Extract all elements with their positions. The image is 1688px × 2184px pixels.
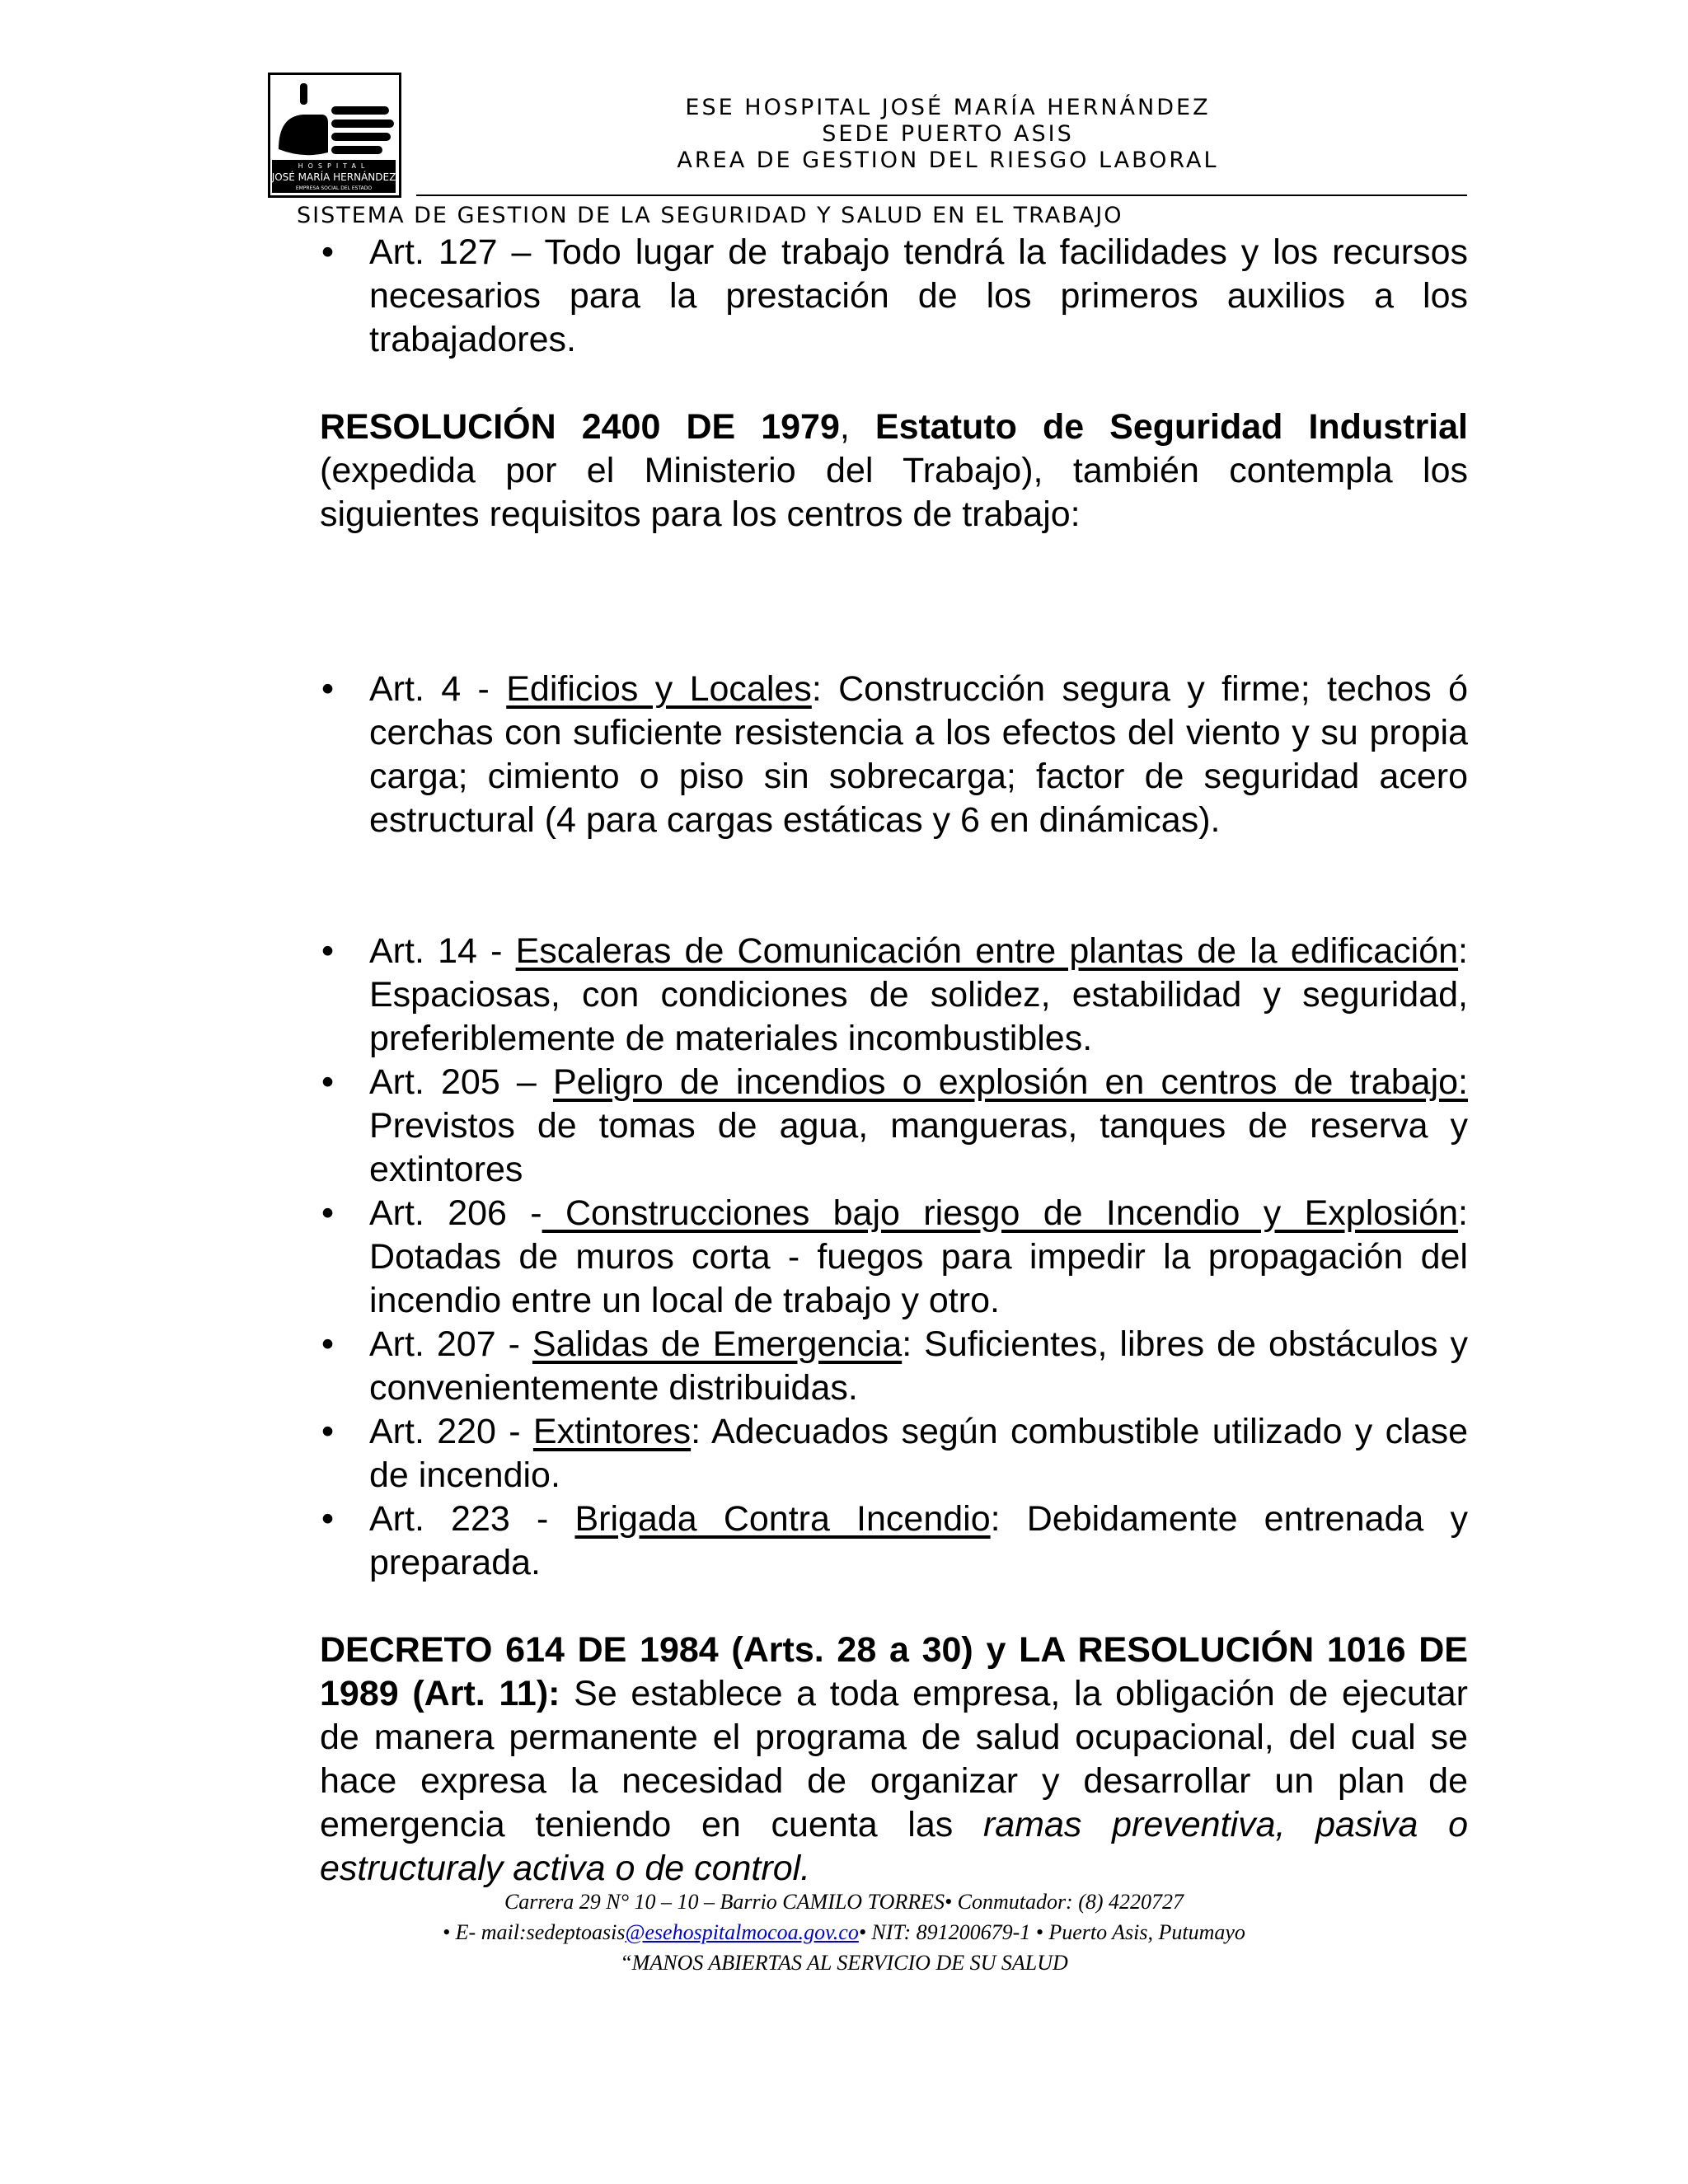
art-prefix: Art. 205 – — [369, 1062, 553, 1102]
art-prefix: Art. 220 - — [369, 1412, 533, 1451]
decreto-italic: ramas preventiva, pasiva o estructuraly activa o de control. — [320, 1805, 1468, 1888]
hospital-logo — [268, 73, 401, 198]
statute-title: Estatuto de Seguridad Industrial — [874, 407, 1468, 447]
resolution-title: RESOLUCIÓN 2400 DE 1979 — [320, 407, 840, 447]
footer-slogan: “MANOS ABIERTAS AL SERVICIO DE SU SALUD — [620, 1951, 1068, 1975]
bullet-icon: • — [321, 232, 335, 272]
art-title: Escaleras de Comunicación entre plantas de la edificación — [515, 931, 1459, 971]
decreto-title: DECRETO 614 DE 1984 (Arts. 28 a 30) y LA RESOLUCIÓN 1016 DE 1989 (Art. 11): — [320, 1630, 1468, 1713]
logo-name: JOSÉ MARÍA HERNÁNDEZ — [271, 171, 396, 183]
header-line-3: AREA DE GESTION DEL RIESGO LABORAL — [677, 148, 1219, 173]
email-link[interactable]: @esehospitalmocoa.gov.co — [625, 1920, 859, 1944]
art-text: : Adecuados según combustible utilizado y clase de incendio. — [369, 1412, 1468, 1495]
document-body — [320, 231, 1468, 1891]
art-title: Construcciones bajo riesgo de Incendio y Explosión — [542, 1193, 1459, 1233]
art-prefix: Art. 223 - — [369, 1499, 575, 1539]
art-title: Edificios y Locales — [506, 669, 812, 709]
decreto-paragraph — [320, 1629, 1468, 1891]
art-title: Salidas de Emergencia — [532, 1324, 903, 1364]
art-text: Previstos de tomas de agua, mangueras, tanques de reserva y extintores — [369, 1106, 1468, 1189]
bullet-icon: • — [321, 1324, 335, 1364]
art-title: Peligro de incendios o explosión en centros de trabajo: — [552, 1062, 1468, 1102]
art-text: : Espaciosas, con condiciones de solidez, estabilidad y seguridad, preferiblemente de materiales incombustibles. — [369, 931, 1468, 1058]
bullet-icon: • — [321, 1412, 335, 1451]
bullet-icon: • — [321, 1499, 335, 1539]
list-item — [320, 1192, 1468, 1323]
list-item — [320, 1410, 1468, 1497]
logo-subtitle: EMPRESA SOCIAL DEL ESTADO — [295, 185, 373, 191]
header-line-1: ESE HOSPITAL JOSÉ MARÍA HERNÁNDEZ — [685, 95, 1211, 120]
header-line-2: SEDE PUERTO ASIS — [822, 121, 1074, 147]
art-title: Brigada Contra Incendio — [574, 1499, 991, 1539]
bullet-icon: • — [321, 1062, 335, 1102]
art-prefix: Art. 206 - — [369, 1193, 542, 1233]
art-text: : Dotadas de muros corta - fuegos para impedir la propagación del incendio entre un local de trabajo y otro. — [369, 1193, 1468, 1320]
system-title: SISTEMA DE GESTION DE LA SEGURIDAD Y SALUD EN EL TRABAJO — [297, 203, 1123, 228]
footer-nit: • NIT: 891200679-1 • Puerto Asis, Putumayo — [858, 1920, 1245, 1944]
art-127-text: Art. 127 – Todo lugar de trabajo tendrá la facilidades y los recursos necesarios para la prestación de los primeros auxilios a los trabajadores. — [369, 232, 1468, 359]
list-item — [320, 1061, 1468, 1192]
hands-logo-icon — [270, 75, 399, 195]
art-prefix: Art. 14 - — [369, 931, 516, 971]
art-text: : Suficientes, libres de obstáculos y convenientemente distribuidas. — [369, 1324, 1469, 1408]
list-item — [320, 231, 1468, 362]
art-prefix: Art. 4 - — [369, 669, 507, 709]
bullet-icon: • — [321, 931, 335, 971]
bullet-icon: • — [321, 669, 335, 709]
footer-email-label: • E- mail:sedeptoasis — [443, 1920, 626, 1944]
footer-contact — [0, 1918, 1688, 1947]
art-text: : Debidamente entrenada y preparada. — [369, 1499, 1468, 1582]
footer-address: Carrera 29 N° 10 – 10 – Barrio CAMILO TORRES• Conmutador: (8) 4220727 — [504, 1890, 1184, 1914]
bullet-icon: • — [321, 1193, 335, 1233]
logo-vertical-text: HOSPITAL — [298, 162, 370, 170]
list-item — [320, 930, 1468, 1061]
art-title: Extintores — [532, 1412, 692, 1451]
list-item — [320, 1497, 1468, 1585]
art-prefix: Art. 207 - — [369, 1324, 532, 1364]
letterhead — [462, 95, 1434, 174]
resolution-2400-paragraph — [320, 405, 1468, 537]
separator: , — [839, 407, 875, 447]
list-item — [320, 668, 1468, 842]
resolution-text: (expedida por el Ministerio del Trabajo), también contempla los siguientes requisitos para los centros de trabajo: — [320, 451, 1468, 534]
art-text: : Construcción segura y firme; techos ó cerchas con suficiente resistencia a los efectos del viento y su propia carga; cimiento o piso sin sobrecarga; factor de seguridad acero estructural (4 para cargas estáticas y 6 en dinámicas). — [369, 669, 1468, 840]
decreto-text: Se establece a toda empresa, la obligación de ejecutar de manera permanente el programa de salud ocupacional, del cual se hace expresa la necesidad de organizar y desarrollar un plan de emergencia teniendo en cuenta las — [320, 1674, 1468, 1844]
list-item — [320, 1323, 1468, 1410]
header-divider — [416, 194, 1467, 196]
